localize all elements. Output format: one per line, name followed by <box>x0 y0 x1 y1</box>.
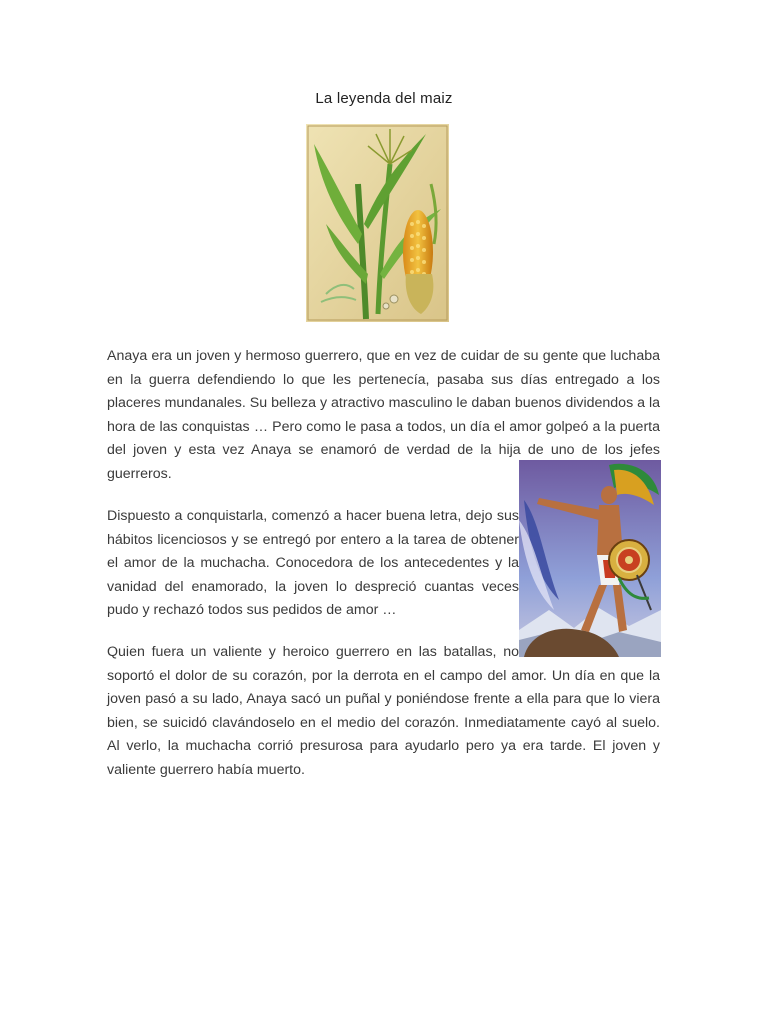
paragraph-3-rest: soportó el dolor de su corazón, por la derrota en el campo del amor. Un día en que la joven pasó a su lado, Anaya sacó un puñal y poniéndose frente a ella para que lo viera bien, se suicidó clavándoselo en el medio del corazón. Inmediatamente cayó al suelo. Al verlo, la muchacha corrió presurosa para ayudarlo pero ya era tarde. El joven y valiente guerrero había muerto. <box>107 667 660 778</box>
document-title: La leyenda del maiz <box>315 90 453 107</box>
paragraph-2: Dispuesto a conquistarla, comenzó a hacer buena letra, dejo sus hábitos licenciosos y se entregó por entero a la tarea de obtener el amor de la muchacha. Conocedora de los antecedentes y la vanidad del enamorado, la joven lo despreció cuantas veces pudo y rechazó todos sus pedidos de amor … <box>107 508 519 618</box>
paragraph-1: Anaya era un joven y hermoso guerrero, que en vez de cuidar de su gente que luchaba en la guerra defendiendo lo que les pertenecía, pasaba sus días entregado a los placeres mundanales. Su belleza y atractivo masculino le daban buenos dividendos a la hora de las conquistas … Pero como le pasa a todos, un día el amor golpeó a la puerta del joven y esta vez Anaya se enamoró de verdad de la hija de uno de los jefes guerreros. <box>107 348 660 482</box>
paragraph-3 <box>107 641 660 782</box>
warrior-illustration-icon <box>519 460 661 657</box>
paragraph-3-first-line: Quien fuera un valiente y heroico guerrero en las batallas, no <box>107 644 519 660</box>
corn-illustration-icon <box>306 124 449 322</box>
